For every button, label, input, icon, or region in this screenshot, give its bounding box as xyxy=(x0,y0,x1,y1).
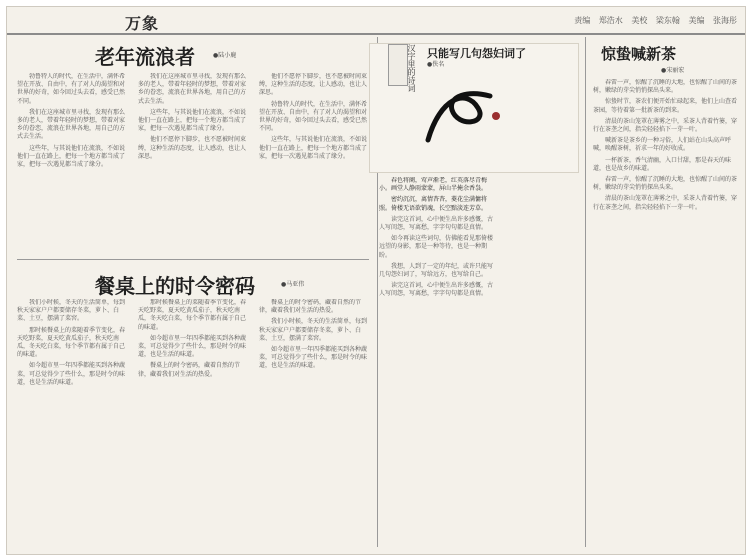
newspaper-page xyxy=(6,6,746,555)
paragraph: 他们不愿停下脚步，也不愿被时间束缚，这种生活的态度，让人感动，也让人深思。 xyxy=(259,73,368,97)
editor-name-3: 张海彤 xyxy=(713,16,737,25)
article-column xyxy=(379,177,495,547)
paragraph: 一杯新茶，香气清幽，入口甘甜，那是春天的味道，也是故乡的味道。 xyxy=(593,156,732,172)
paragraph: 勃鲁特人的时代，在生活中，满怀希望在开放、自由中，有了对人的渴望和对世界的好奇，如今回过头去看，感受已然不同。 xyxy=(259,100,368,133)
editor-label-1: 责编 xyxy=(574,16,591,25)
paragraph: 勃鲁特人的时代，在生活中，满怀希望在开放、自由中，有了对人的渴望和对世界的好奇，如今回过头去看，感受已然不同。 xyxy=(17,73,126,105)
caption-tag xyxy=(388,44,408,86)
paragraph: 这些年，与其说他们在流浪，不如说他们一直在路上，把每一个地方都当成了家，把每一次遇见都当成了缘分。 xyxy=(138,108,247,133)
article-byline: ●陆小鹿 xyxy=(213,52,237,59)
article-byline: ●宋丽宏 xyxy=(661,67,685,74)
article-column xyxy=(138,299,248,544)
article-column xyxy=(17,73,127,253)
poem-line: 春色将阑，莺声渐老，红英落尽青梅小。画堂人静雨蒙蒙，屏山半掩余香袅。 xyxy=(379,177,488,193)
paragraph: 清晨的茶山笼罩在薄雾之中，采茶人背着竹篓，穿行在茶垄之间，指尖轻轻掐下一芽一叶。 xyxy=(593,195,737,211)
paragraph: 那时候餐桌上的菜随着季节变化，春天吃野菜，夏天吃黄瓜茄子，秋天吃南瓜，冬天吃白菜，每个季节都有属于自己的味道。 xyxy=(138,299,247,331)
section-title: 万象 xyxy=(125,14,160,33)
article-column xyxy=(138,73,248,253)
article-byline: ●佚名 xyxy=(427,61,445,68)
article-column xyxy=(17,299,127,544)
article-column xyxy=(259,73,369,253)
paragraph: 春雷一声，惊醒了沉睡的大地，也惊醒了山间的茶树，嫩绿的芽尖悄悄探出头来。 xyxy=(593,79,737,95)
vertical-divider xyxy=(585,37,586,547)
paragraph: 如今超市里一年四季都能买到各种蔬菜，可总觉得少了些什么，那是时令的味道，也是生活的味道。 xyxy=(17,362,126,386)
poem-line: 密约沉沉，离情杳杳，菱花尘满慵将照。倚楼无语欲销魂，长空黯淡连芳草。 xyxy=(379,196,488,212)
paragraph: 他们不愿停下脚步，也不愿被时间束缚，这种生活的态度，让人感动，也让人深思。 xyxy=(138,136,247,160)
paragraph: 我们在这座城市里寻找，发现有那么多的老人，带着年轻时的梦想，带着对家乡的眷恋，流浪在世界各地，用自己的方式去生活。 xyxy=(17,108,126,141)
article-title: 老年流浪者 xyxy=(95,45,195,69)
paragraph: 我们小时候，冬天的生活简单，每到秋天家家户户都要储存冬菜，萝卜、白菜、土豆，摆满了菜窖。 xyxy=(259,318,368,342)
paragraph: 如今超市里一年四季都能买到各种蔬菜，可总觉得少了些什么，那是时令的味道，也是生活的味道。 xyxy=(138,334,247,359)
article-column xyxy=(259,299,369,544)
editor-credits xyxy=(568,15,737,26)
paragraph: 餐桌上的时令密码，藏着自然的节律，藏着我们对生活的热爱。 xyxy=(259,299,362,315)
paragraph: 清晨的茶山笼罩在薄雾之中，采茶人背着竹篓，穿行在茶垄之间，指尖轻轻掐下一芽一叶。 xyxy=(593,117,737,134)
paragraph: 我们在这座城市里寻找，发现有那么多的老人，带着年轻时的梦想，带着对家乡的眷恋，流浪在世界各地，用自己的方式去生活。 xyxy=(138,73,247,105)
calligraphy-brush-icon xyxy=(418,80,513,152)
paragraph: 我们小时候，冬天的生活简单，每到秋天家家户户都要储存冬菜，萝卜、白菜、土豆，摆满了菜窖。 xyxy=(17,299,126,323)
page-header xyxy=(7,7,745,35)
editor-label-3: 美编 xyxy=(688,16,705,25)
article-title: 只能写几句怨妇词了 xyxy=(427,47,526,60)
paragraph: 那时候餐桌上的菜随着季节变化，春天吃野菜，夏天吃黄瓜茄子，秋天吃南瓜，冬天吃白菜，每个季节都有属于自己的味道。 xyxy=(17,326,126,359)
paragraph: 餐桌上的时令密码，藏着自然的节律，藏着我们对生活的热爱。 xyxy=(138,362,241,378)
paragraph: 我想，人到了一定的年纪，或许只能写几句怨妇词了，写给远方，也写给自己。 xyxy=(379,262,494,279)
horizontal-divider xyxy=(17,259,369,260)
paragraph: 如今再读这些词句，仿佛能看见那倚楼远望的身影，那是一种等待，也是一种期盼。 xyxy=(379,235,494,259)
paragraph: 如今超市里一年四季都能买到各种蔬菜，可总觉得少了些什么，那是时令的味道，也是生活的味道。 xyxy=(259,346,368,370)
paragraph: 惊蛰时节，茶农们便开始忙碌起来，他们上山查看茶园，等待着第一批新茶的到来。 xyxy=(593,98,737,114)
editor-label-2: 美校 xyxy=(631,16,648,25)
caption-text: 汉字里的诗词 xyxy=(407,44,416,92)
article-column xyxy=(593,79,737,544)
paragraph: 这些年，与其说他们在流浪，不如说他们一直在路上，把每一个地方都当成了家，把每一次遇见都当成了缘分。 xyxy=(259,136,368,160)
paragraph: 春雷一声，惊醒了沉睡的大地，也惊醒了山间的茶树，嫩绿的芽尖悄悄探出头来。 xyxy=(593,176,737,192)
article-title: 餐桌上的时令密码 xyxy=(95,274,255,298)
editor-name-2: 梁东翰 xyxy=(655,16,680,25)
paragraph: 这些年，与其说他们在流浪，不如说他们一直在路上，把每一个地方都当成了家，把每一次遇见都当成了缘分。 xyxy=(17,144,126,169)
paragraph: 读完这首词，心中便生出许多感慨，古人写闺怨，写离愁，字字句句都是真情。 xyxy=(379,282,494,298)
editor-name-1: 郑浩水 xyxy=(598,16,623,25)
article-title: 惊蛰喊新茶 xyxy=(601,45,677,63)
article-byline: ●马亚伟 xyxy=(281,281,305,288)
paragraph: 喊新茶是茶乡的一种习俗，人们站在山头高声呼喊，唤醒茶树，祈求一年的好收成。 xyxy=(593,137,732,153)
paragraph: 读完这首词，心中便生出许多感慨，古人写闺怨，写离愁，字字句句都是真情。 xyxy=(379,215,494,232)
